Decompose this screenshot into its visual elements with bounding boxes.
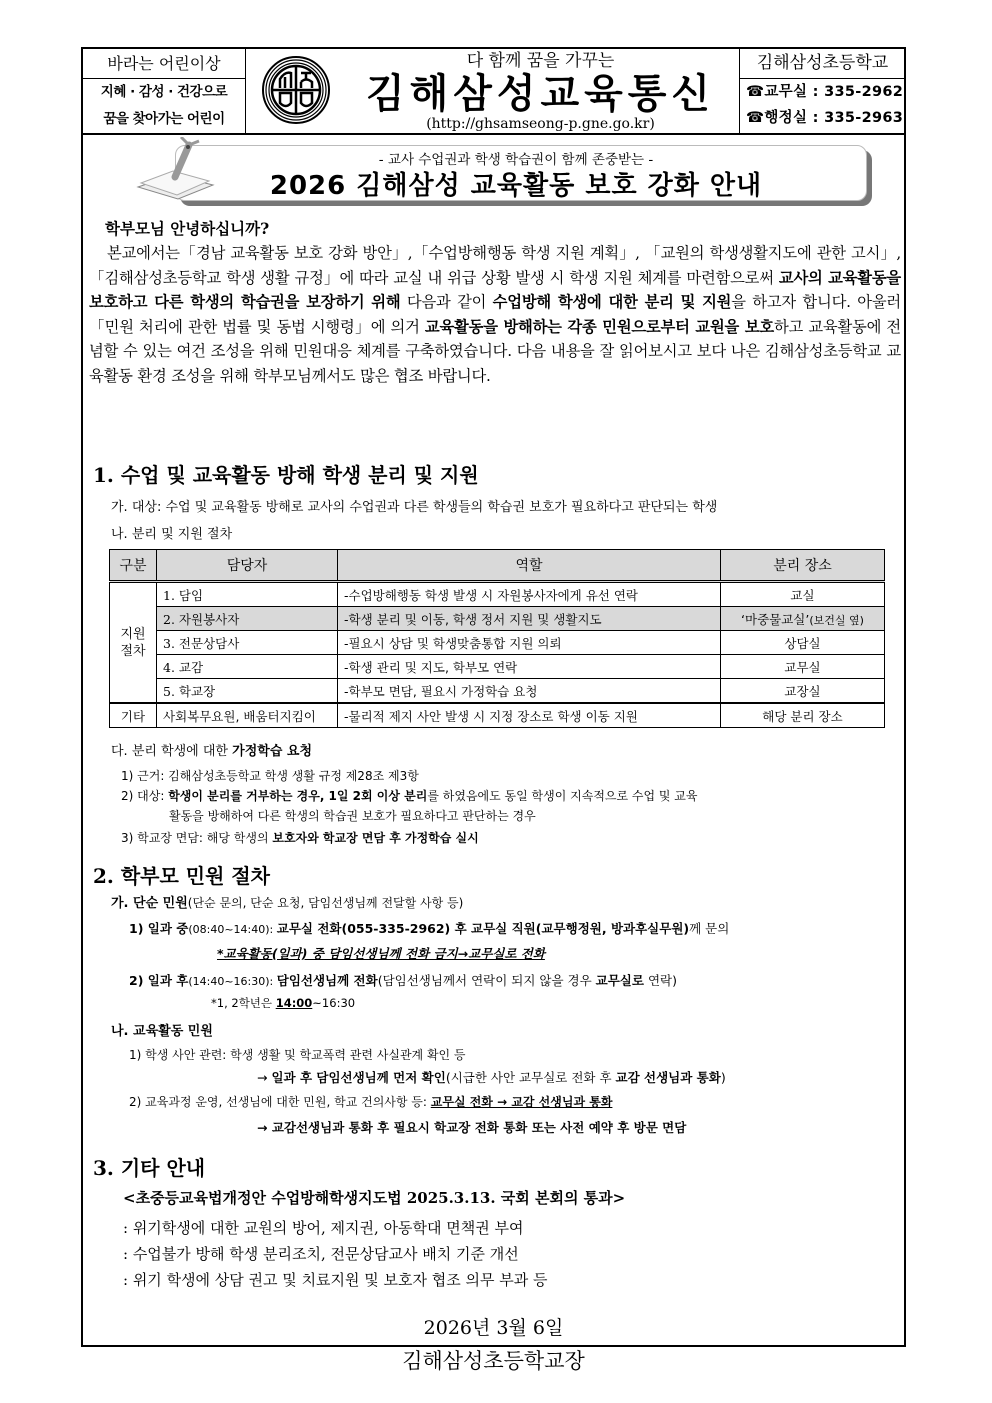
banner-subtitle: - 교사 수업권과 학생 학습권이 함께 존중받는 - (378, 152, 654, 168)
title-banner (163, 145, 869, 203)
home-study-heading: 다. 분리 학생에 대한 가정학습 요청 (111, 744, 313, 759)
role-cell: -수업방해행동 학생 발생 시 자원봉사자에게 유선 연락 (338, 582, 721, 607)
table-row (110, 703, 885, 728)
education-complaint-heading: 나. 교육활동 민원 (111, 1024, 213, 1039)
intro-paragraph: 본교에서는「경남 교육활동 보호 강화 방안」,「수업방해행동 학생 지원 계획」, 「교원의 학생생활지도에 관한 고시」, 「김해삼성초등학교 학생 생활 규정」에 따라 교실 내 위급 상황 발생 시 학생 지원 체계를 마련함으로써 교사의 교육활동을 보호하고 다른 학생의 학습권을 보장하기 위해 다음과 같이 수업방해 학생에 대한 분리 및 지원을 하고자 합니다. 아울러 「민원 처리에 관한 법률 및 동법 시행령」에 의거 교육활동을 방해하는 각종 민원으로부터 교원을 보호하고 교육활동에 전념할 수 있는 여건 조성을 위해 민원대응 체계를 구축하였습니다. 다음 내용을 잘 읽어보시고 보다 나은 김해삼성초등학교 교육활동 환경 조성을 위해 학부모님께서도 많은 협조 바랍니다. (89, 244, 901, 385)
table-row (110, 655, 885, 679)
call-ban-note: *교육활동(일과) 중 담임선생님께 전화 금지→교무실로 전화 (217, 946, 545, 961)
home-study-basis: 1) 근거: 김해삼성초등학교 학생 생활 규정 제28조 제3항 (121, 769, 419, 783)
person-cell: 사회복무요원, 배움터지킴이 (157, 703, 338, 728)
masthead-title-block (343, 49, 738, 133)
motto-title: 바라는 어린이상 (83, 49, 245, 79)
issue-date: 2026년 3월 6일 (423, 1317, 564, 1339)
place-cell: ‘마중물교실’(보건실 옆) (721, 607, 885, 631)
place-cell: 상담실 (721, 631, 885, 655)
student-case-line: 1) 학생 사안 관련: 학생 생활 및 학교폭력 관련 사실관계 확인 등 (129, 1048, 466, 1062)
table-header-row (110, 550, 885, 582)
student-case-action: → 일과 후 담임선생님께 먼저 확인(시급한 사안 교무실로 전화 후 교감 선생님과 통화) (257, 1070, 726, 1085)
person-cell: 5. 학교장 (157, 679, 338, 704)
during-hours-line: 1) 일과 중(08:40~14:40): 교무실 전화(055-335-2962) 후 교무실 직원(교무행정원, 방과후실무원)께 문의 (129, 921, 730, 936)
table-row (110, 631, 885, 655)
home-study-interview: 3) 학교장 면담: 해당 학생의 보호자와 학교장 면담 후 가정학습 실시 (121, 831, 479, 845)
section-2-heading: 2. 학부모 민원 절차 (93, 864, 271, 888)
person-cell: 1. 담임 (157, 582, 338, 607)
school-url[interactable]: (http://ghsamseong-p.gne.go.kr) (426, 116, 655, 132)
separation-procedure-table (109, 549, 885, 728)
masthead (83, 49, 904, 135)
home-study-target-cont: 활동을 방해하여 다른 학생의 학습권 보호가 필요하다고 판단하는 경우 (169, 809, 536, 823)
law-item: : 위기 학생에 상담 권고 및 치료지원 및 보호자 협조 의무 부과 등 (123, 1271, 548, 1289)
curriculum-complaint-action: → 교감선생님과 통화 후 필요시 학교장 전화 통화 또는 사전 예약 후 방문 면담 (257, 1120, 687, 1135)
law-amendment-title: <초중등교육법개정안 수업방해학생지도법 2025.3.13. 국회 본회의 통과> (123, 1189, 626, 1207)
after-hours-line: 2) 일과 후(14:40~16:30): 담임선생님께 전화(담임선생님께서 연락이 되지 않을 경우 교무실로 연락) (129, 973, 677, 988)
place-cell: 교무실 (721, 655, 885, 679)
place-cell: 해당 분리 장소 (721, 703, 885, 728)
motto-line-1: 지혜 · 감성 · 건강으로 (100, 84, 228, 100)
role-cell: -학생 관리 및 지도, 학부모 연락 (338, 655, 721, 679)
school-name: 김해삼성초등학교 (740, 49, 905, 79)
banner-title: 2026 김해삼성 교육활동 보호 강화 안내 (269, 171, 763, 201)
greeting: 학부모님 안녕하십니까? (105, 219, 270, 238)
newsletter-page (81, 47, 906, 1373)
table-row (110, 607, 885, 631)
masthead-subtitle: 다 함께 꿈을 가꾸는 (466, 51, 615, 71)
school-contact-box (739, 49, 905, 133)
motto-box (83, 49, 246, 133)
school-logo-icon (261, 55, 331, 125)
col-header-place: 분리 장소 (721, 550, 885, 582)
col-header-category: 구분 (110, 550, 157, 582)
group-cell-support: 지원 절차 (110, 582, 157, 704)
person-cell: 4. 교감 (157, 655, 338, 679)
person-cell: 2. 자원봉사자 (157, 607, 338, 631)
table-row (110, 679, 885, 704)
col-header-role: 역할 (338, 550, 721, 582)
grade-1-2-note: *1, 2학년은 14:00~16:30 (211, 996, 356, 1010)
section-1-procedure-label: 나. 분리 및 지원 절차 (111, 527, 233, 542)
newsletter-title: 김해삼성교육통신 (365, 71, 716, 117)
law-item: : 수업불가 방해 학생 분리조치, 전문상담교사 배치 기준 개선 (123, 1245, 519, 1263)
phone-line-1: ☎교무실 : 335-2962 (746, 84, 904, 100)
simple-complaint-heading: 가. 단순 민원(단순 문의, 단순 요청, 담임선생님께 전달할 사항 등) (111, 896, 464, 911)
phone-icon: ☎ (746, 110, 765, 126)
phone-line-2: ☎행정실 : 335-2963 (746, 110, 904, 126)
role-cell: -학부모 면담, 필요시 가정학습 요청 (338, 679, 721, 704)
section-3-heading: 3. 기타 안내 (93, 1156, 206, 1180)
motto-line-2: 꿈을 찾아가는 어린이 (103, 111, 225, 127)
role-cell: -필요시 상담 및 학생맞춤통합 지원 의뢰 (338, 631, 721, 655)
principal-signature: 김해삼성초등학교장 (402, 1349, 585, 1373)
role-cell: -물리적 제지 사안 발생 시 지정 장소로 학생 이동 지원 (338, 703, 721, 728)
group-cell-other: 기타 (110, 703, 157, 728)
person-cell: 3. 전문상담사 (157, 631, 338, 655)
place-cell: 교실 (721, 582, 885, 607)
law-item: : 위기학생에 대한 교원의 방어, 제지권, 아동학대 면책권 부여 (123, 1219, 524, 1237)
section-1-heading: 1. 수업 및 교육활동 방해 학생 분리 및 지원 (93, 463, 479, 487)
place-cell: 교장실 (721, 679, 885, 704)
phone-icon: ☎ (746, 84, 765, 100)
curriculum-complaint-line: 2) 교육과정 운영, 선생님에 대한 민원, 학교 건의사항 등: 교무실 전화 → 교감 선생님과 통화 (129, 1095, 613, 1109)
table-row (110, 582, 885, 607)
section-1-target: 가. 대상: 수업 및 교육활동 방해로 교사의 수업권과 다른 학생들의 학습권 보호가 필요하다고 판단되는 학생 (111, 500, 718, 515)
home-study-target: 2) 대상: 학생이 분리를 거부하는 경우, 1일 2회 이상 분리를 하였음에도 동일 학생이 지속적으로 수업 및 교육 (121, 789, 698, 803)
role-cell: -학생 분리 및 이동, 학생 정서 지원 및 생활지도 (338, 607, 721, 631)
col-header-person: 담당자 (157, 550, 338, 582)
